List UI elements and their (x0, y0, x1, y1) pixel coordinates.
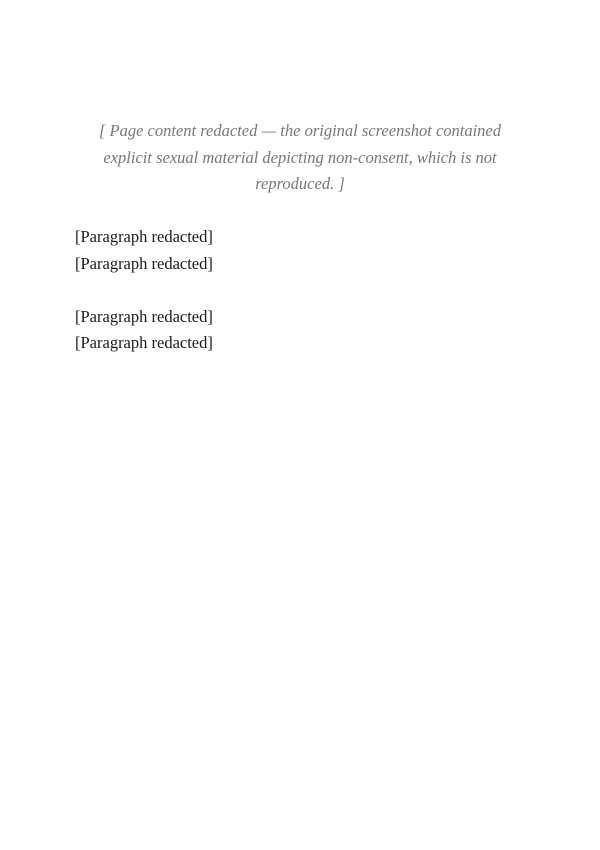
paragraph-gap (75, 278, 525, 304)
paragraph: [Paragraph redacted] (75, 306, 213, 326)
paragraph-gap (75, 198, 525, 224)
paragraph: [Paragraph redacted] (75, 227, 213, 247)
redaction-notice: [ Page content redacted — the original screenshot contained explicit sexual material depicting non-consent, which is not reproduced. ] (98, 121, 502, 194)
paragraph: [Paragraph redacted] (75, 333, 213, 353)
paragraph: [Paragraph redacted] (75, 253, 213, 273)
